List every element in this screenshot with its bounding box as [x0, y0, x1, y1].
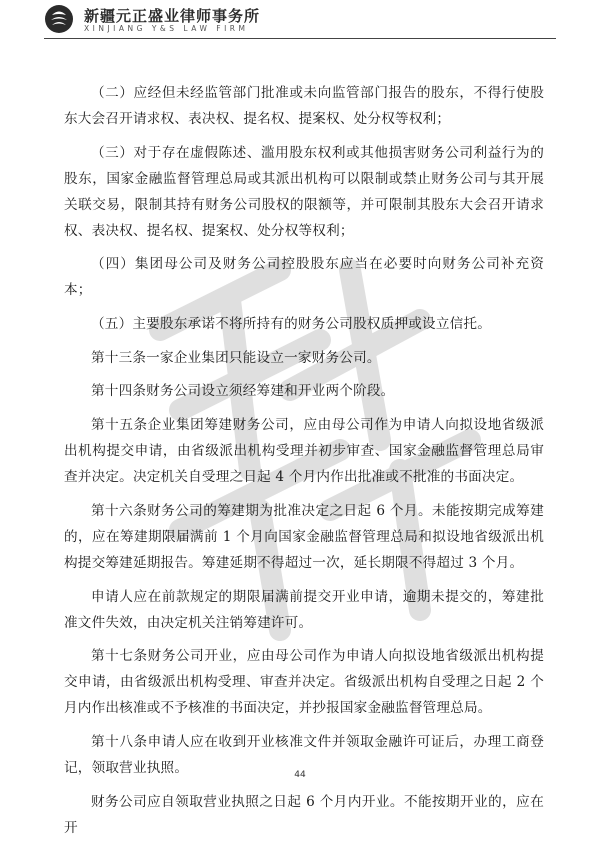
- paragraph: （三）对于存在虚假陈述、滥用股东权利或其他损害财务公司利益行为的股东，国家金融监督管理总局或其派出机构可以限制或禁止财务公司与其开展关联交易，限制其持有财务公司股权的限额等，并可限制其股东大会召开请求权、表决权、提名权、提案权、处分权等权利；: [64, 144, 544, 239]
- paragraph: （五）主要股东承诺不将所持有的财务公司股权质押或设立信托。: [91, 316, 492, 333]
- page-header: [0, 0, 600, 42]
- paragraph: 申请人应在前款规定的期限届满前提交开业申请，逾期未提交的，筹建批准文件失效，由决定机关注销筹建许可。: [64, 588, 544, 631]
- paragraph: 第十六条财务公司的筹建期为批准决定之日起 6 个月。未能按期完成筹建的，应在筹建期限届满前 1 个月向国家金融监督管理总局和拟设地省级派出机构提交筹建延期报告。筹建延期不得超过一次，延长期限不得超过 3 个月。: [64, 502, 544, 571]
- paragraph: （四）集团母公司及财务公司控股股东应当在必要时向财务公司补充资本；: [64, 256, 544, 299]
- paragraph: 第十八条申请人应在收到开业核准文件并领取金融许可证后，办理工商登记，领取营业执照。: [64, 733, 544, 776]
- firm-name-en: XINJIANG Y&S LAW FIRM: [84, 24, 249, 33]
- paragraph: 第十五条企业集团筹建财务公司，应由母公司作为申请人向拟设地省级派出机构提交申请，由省级派出机构受理并初步审查、国家金融监督管理总局审查并决定。决定机关自受理之日起 4 个月内作出批准或不批准的书面决定。: [64, 417, 544, 486]
- page-number: 44: [294, 770, 306, 780]
- paragraph: 第十四条财务公司设立须经筹建和开业两个阶段。: [91, 383, 395, 400]
- header-divider: [44, 38, 556, 39]
- firm-name-cn: 新疆元正盛业律师事务所: [84, 7, 261, 25]
- paragraph: 第十七条财务公司开业，应由母公司作为申请人向拟设地省级派出机构提交申请，由省级派出机构受理、审查并决定。省级派出机构自受理之日起 2 个月内作出核准或不予核准的书面决定，并抄报国家金融监督管理总局。: [64, 648, 544, 717]
- paragraph: （二）应经但未经监管部门批准或未向监管部门报告的股东，不得行使股东大会召开请求权、表决权、提名权、提案权、处分权等权利；: [64, 85, 544, 127]
- paragraph: 财务公司应自领取营业执照之日起 6 个月内开业。不能按期开业的，应在开: [64, 793, 544, 836]
- firm-logo-icon: [44, 4, 74, 34]
- paragraph: 第十三条一家企业集团只能设立一家财务公司。: [91, 349, 381, 366]
- document-body: [64, 80, 544, 848]
